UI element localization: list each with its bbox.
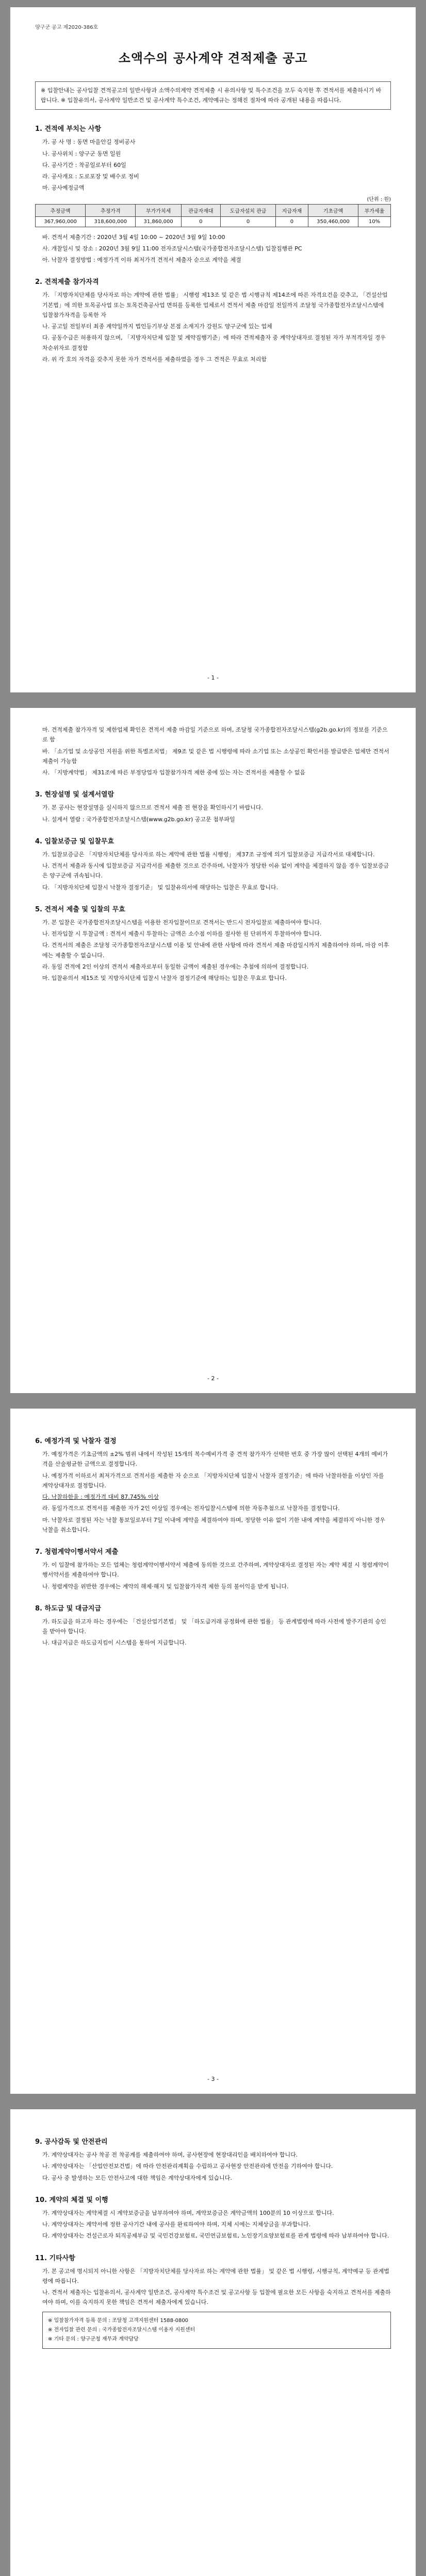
table-cell: 10% <box>358 216 391 227</box>
document-page-3 <box>10 1409 416 2094</box>
s1-submit-period: 바. 견적서 제출기간 : 2020년 3월 4일 10:00 ~ 2020년 3월 9일 10:00 <box>42 233 225 241</box>
table-header: 지급자재 <box>276 204 308 216</box>
table-header: 기초금액 <box>308 204 358 216</box>
s6-item: 나. 예정가격 이하로서 최저가격으로 견적서를 제출한 자 순으로 「지방자치단체 입찰시 낙찰자 결정기준」에 따라 낙찰하한율 이상인 자를 계약상대자로 결정합니다. <box>42 1472 384 1489</box>
s6-item: 라. 동일가격으로 견적서를 제출한 자가 2인 이상일 경우에는 전자입찰시스템에 의한 자동추첨으로 낙찰자를 결정합니다. <box>42 1505 340 1512</box>
page-number: - 2 - <box>207 1375 219 1382</box>
s10-item: 나. 계약상대자는 계약서에 정한 공사기간 내에 공사를 완료하여야 하며, 지체 시에는 지체상금을 부과합니다. <box>42 2221 310 2228</box>
s1-item: 가. 공 사 명 : 동면 마을안길 정비공사 <box>42 139 136 146</box>
table-cell: 350,460,000 <box>308 216 358 227</box>
s1-opening: 사. 개찰일시 및 장소 : 2020년 3월 9일 11:00 전자조달시스템(국가종합전자조달시스템) 입찰집행관 PC <box>42 245 302 252</box>
table-cell: 0 <box>276 216 308 227</box>
section-3-title: 3. 현장설명 및 설계서열람 <box>35 791 114 799</box>
s2-item: 라. 위 각 호의 자격을 갖추지 못한 자가 견적서를 제출하였을 경우 그 견적은 무효로 처리함 <box>42 355 267 363</box>
s1-award-method: 아. 낙찰자 결정방법 : 예정가격 이하 최저가격 견적서 제출자 순으로 계약을 체결 <box>42 257 241 264</box>
s4-item: 가. 입찰보증금은 「지방자치단체를 당사자로 하는 계약에 관한 법률 시행령」 제37조 규정에 의거 입찰보증금 지급각서로 대체합니다. <box>42 851 375 858</box>
s5-item: 다. 견적서의 제출은 조달청 국가종합전자조달시스템 이용 및 안내에 관한 사항에 따라 견적서 제출 마감일시까지 제출하여야 하며, 마감 이후에는 제출할 수 없습니다. <box>42 942 389 959</box>
s6-item: 다. 낙찰하한율 : 예정가격 대비 87.745% 이상 <box>42 1494 159 1500</box>
section-6-title: 6. 예정가격 및 낙찰자 결정 <box>35 1437 117 1445</box>
s2-item: 나. 공고일 전일부터 최종 계약일까지 법인등기부상 본점 소재지가 강원도 양구군에 있는 업체 <box>42 323 272 330</box>
s2-item: 사. 「지방계약법」 제31조에 따른 부정당업자 입찰참가자격 제한 중에 있는 자는 견적서를 제출할 수 없음 <box>42 769 305 776</box>
section-2-title: 2. 견적제출 참가자격 <box>35 278 99 286</box>
table-header: 부가가치세 <box>136 204 181 216</box>
section-11-title: 11. 기타사항 <box>35 2254 75 2262</box>
s9-item: 나. 계약상대자는 「산업안전보건법」에 따라 안전관리계획을 수립하고 공사현장 안전관리에 만전을 기하여야 합니다. <box>42 2163 333 2170</box>
table-header: 추정금액 <box>36 204 86 216</box>
table-unit: (단위 : 원) <box>367 196 391 202</box>
s7-item: 가. 이 입찰에 참가하는 모든 업체는 청렴계약이행서약서 제출에 동의한 것으로 간주하며, 계약상대자로 결정된 자는 계약 체결 시 청렴계약이행서약서를 제출하여야 합니다. <box>42 1562 389 1579</box>
s6-item: 가. 예정가격은 기초금액의 ±2% 범위 내에서 작성된 15개의 복수예비가격 중 견적 참가자가 선택한 번호 중 가장 많이 선택된 4개의 예비가격을 산술평균한 금액으로 결정합니다. <box>42 1451 388 1468</box>
s2-item: 마. 견적제출 참가자격 및 제한업체 확인은 견적서 제출 마감일 기준으로 하며, 조달청 국가종합전자조달시스템(g2b.go.kr)의 정보를 기준으로 함 <box>42 726 388 743</box>
s1-item: 마. 공사예정금액 <box>42 184 85 192</box>
document-page-4 <box>10 2109 416 2576</box>
s2-item: 가. 「지방자치단체를 당사자로 하는 계약에 관한 법률」 시행령 제13조 및 같은 법 시행규칙 제14조에 따른 자격요건을 갖추고, 「건설산업기본법」에 의한 토목공사업 또는 토목건축공사업 면허를 등록한 업체로서 견적서 제출 마감일 전일까지 조달청 국가종합전자조달시스템에 입찰참가자격을 등록한 자 <box>42 292 388 318</box>
table-cell: 31,860,000 <box>136 216 181 227</box>
contact-line: ※ 기타 문의 : 양구군청 재무과 계약담당 <box>48 2336 139 2342</box>
s9-item: 가. 계약상대자는 공사 착공 전 착공계를 제출하여야 하며, 공사현장에 현장대리인을 배치하여야 합니다. <box>42 2151 298 2158</box>
section-8-title: 8. 하도급 및 대금지급 <box>35 1604 102 1613</box>
table-header: 관급자재대 <box>181 204 220 216</box>
table-cell: 318,600,000 <box>86 216 136 227</box>
table-row <box>36 216 391 227</box>
s5-item: 가. 본 입찰은 국가종합전자조달시스템을 이용한 전자입찰이므로 견적서는 반드시 전자입찰로 제출하여야 합니다. <box>42 919 322 926</box>
s3-item: 가. 본 공사는 현장설명을 실시하지 않으므로 견적서 제출 전 현장을 확인하시기 바랍니다. <box>42 804 263 811</box>
contact-line: ※ 전자입찰 관련 문의 : 국가종합전자조달시스템 이용자 지원센터 <box>48 2327 195 2333</box>
s11-item: 가. 본 공고에 명시되지 아니한 사항은 「지방자치단체를 당사자로 하는 계약에 관한 법률」 및 같은 법 시행령, 시행규칙, 계약예규 등 관계법령에 따릅니다. <box>42 2267 389 2284</box>
section-4-title: 4. 입찰보증금 및 입찰무효 <box>35 837 114 845</box>
section-5-title: 5. 견적서 제출 및 입찰의 무효 <box>35 905 125 913</box>
s6-item: 마. 낙찰자로 결정된 자는 낙찰 통보일로부터 7일 이내에 계약을 체결하여야 하며, 정당한 이유 없이 기한 내에 계약을 체결하지 아니한 경우 낙찰을 취소합니다. <box>42 1516 385 1533</box>
s8-item: 나. 대금지급은 하도급지킴이 시스템을 통하여 지급합니다. <box>42 1639 187 1647</box>
s2-item: 다. 공동수급은 허용하지 않으며, 「지방자치단체 입찰 및 계약집행기준」에 따라 견적제출자 중 계약상대자로 결정된 자가 부적격자일 경우 차순위자로 결정함 <box>42 334 386 351</box>
budget-table <box>35 204 391 227</box>
s3-item: 나. 설계서 열람 : 국가종합전자조달시스템(www.g2b.go.kr) 공고문 첨부파일 <box>42 816 235 823</box>
table-cell: 0 <box>220 216 275 227</box>
document-title: 소액수의 공사계약 견적제출 공고 <box>118 51 308 65</box>
s10-item: 가. 계약상대자는 계약체결 시 계약보증금을 납부하여야 하며, 계약보증금은 계약금액의 100분의 10 이상으로 합니다. <box>42 2209 334 2216</box>
contact-box <box>42 2312 391 2349</box>
section-9-title: 9. 공사감독 및 안전관리 <box>35 2138 108 2146</box>
s10-item: 다. 계약상대자는 건설근로자 퇴직공제부금 및 국민건강보험료, 국민연금보험료, 노인장기요양보험료를 관계 법령에 따라 납부하여야 합니다. <box>42 2232 389 2240</box>
table-header: 부가세율 <box>358 204 391 216</box>
table-cell: 0 <box>181 216 220 227</box>
section-1-title: 1. 견적에 부치는 사항 <box>35 125 102 133</box>
s5-item: 나. 전자입찰 시 투찰금액 : 견적서 제출시 투찰하는 금액은 소수점 이하를 절사한 원 단위까지 투찰하여야 합니다. <box>42 930 322 937</box>
section-7-title: 7. 청렴계약이행서약서 제출 <box>35 1548 119 1556</box>
s7-item: 나. 청렴계약을 위반한 경우에는 계약의 해제·해지 및 입찰참가자격 제한 등의 불이익을 받게 됩니다. <box>42 1583 289 1590</box>
s5-item: 마. 입찰유의서 제15조 및 지방자치단체 입찰시 낙찰자 결정기준에 해당하는 입찰은 무효로 합니다. <box>42 975 287 981</box>
notice-number: 양구군 공고 제2020-386호 <box>35 25 99 30</box>
s2-item: 바. 「소기업 및 소상공인 지원을 위한 특별조치법」 제9조 및 같은 법 시행령에 따라 소기업 또는 소상공인 확인서를 발급받은 업체만 견적서 제출이 가능함 <box>42 748 389 765</box>
s1-item: 라. 공사개요 : 도로포장 및 배수로 정비 <box>42 173 139 180</box>
s11-item: 나. 견적서 제출자는 입찰유의서, 공사계약 일반조건, 공사계약 특수조건 및 공고사항 등 입찰에 필요한 모든 사항을 숙지하고 견적서를 제출하여야 하며, 이를 숙지하지 못한 책임은 견적서 제출자에게 있습니다. <box>42 2289 391 2306</box>
document-page-1 <box>10 7 416 692</box>
s4-item: 나. 견적서 제출과 동시에 입찰보증금 지급각서를 제출한 것으로 간주하며, 낙찰자가 정당한 이유 없이 계약을 체결하지 않을 경우 입찰보증금은 양구군에 귀속됩니다. <box>42 862 389 879</box>
s8-item: 가. 하도급을 하고자 하는 경우에는 「건설산업기본법」 및 「하도급거래 공정화에 관한 법률」 등 관계법령에 따라 사전에 발주기관의 승인을 받아야 합니다. <box>42 1618 386 1635</box>
s4-item: 다. 「지방자치단체 입찰시 낙찰자 결정기준」 및 입찰유의서에 해당하는 입찰은 무효로 합니다. <box>42 884 278 891</box>
contact-line: ※ 입찰참가자격 등록 문의 : 조달청 고객지원센터 1588-0800 <box>48 2317 189 2324</box>
s9-item: 다. 공사 중 발생하는 모든 안전사고에 대한 책임은 계약상대자에게 있습니다. <box>42 2174 232 2181</box>
s5-item: 라. 동일 견적에 2인 이상의 견적서 제출자로부터 동일한 금액이 제출된 경우에는 추첨에 의하여 결정합니다. <box>42 963 309 970</box>
document-page-2 <box>10 708 416 1393</box>
s1-item: 다. 공사기간 : 착공일로부터 60일 <box>42 161 126 168</box>
section-10-title: 10. 계약의 체결 및 이행 <box>35 2196 108 2204</box>
table-header: 도급자설치 관급 <box>220 204 275 216</box>
page-number: - 1 - <box>207 674 219 681</box>
table-cell: 367,960,000 <box>36 216 86 227</box>
intro-box: ※ 입찰안내는 공사입찰 견적공고의 일반사항과 소액수의계약 견적제출 시 유의사항 및 특수조건을 모두 숙지한 후 견적서를 제출하시기 바랍니다. ※ 입찰유의서, 공사계약 일반조건 및 공사계약 특수조건, 계약예규는 정해진 절차에 따라 공개된 내용을 따릅니다. <box>35 81 391 110</box>
page-number: - 3 - <box>207 2076 219 2082</box>
s1-item: 나. 공사위치 : 양구군 동면 일원 <box>42 150 121 157</box>
table-header: 추정가격 <box>86 204 136 216</box>
